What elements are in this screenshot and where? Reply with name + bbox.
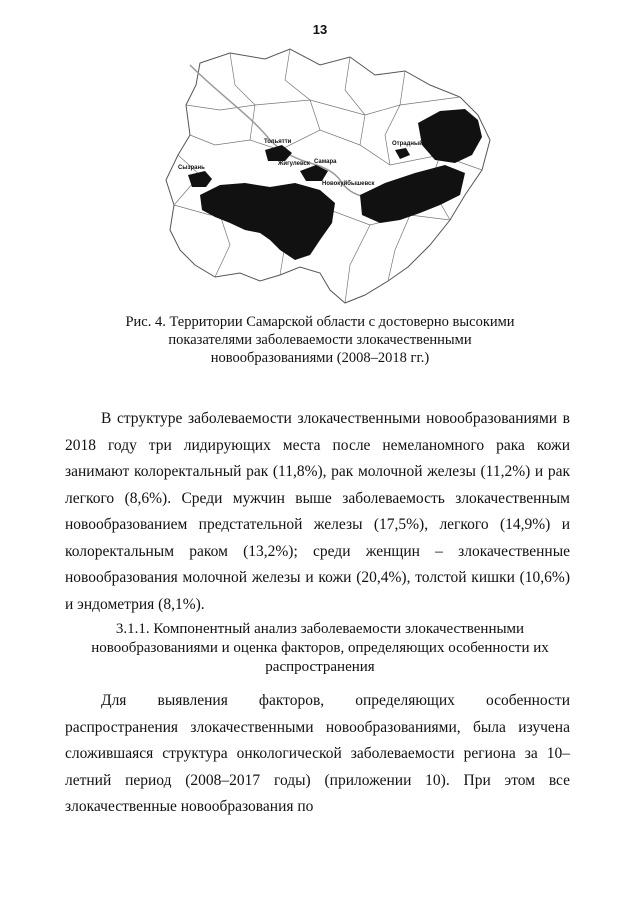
- map-label-otradny: Отрадный: [392, 141, 423, 147]
- page-number: 13: [312, 22, 328, 37]
- map-label-tolyatti: Тольятти: [264, 139, 292, 145]
- map-label-samara: Самара: [314, 159, 337, 165]
- samara-region-map: [160, 45, 500, 307]
- body-paragraph-2: Для выявления факторов, определяющих особенности распространения злокачественными новообразованиями, была изучена сложившаяся структура онкологической заболеваемости региона за 10–летний период (2008–2017 годы) (приложении 10). При этом все злокачественные новообразования по: [65, 692, 570, 815]
- body-paragraph-1: В структуре заболеваемости злокачественными новообразованиями в 2018 году три лидирующих места после немеланомного рака кожи занимают колоректальный рак (11,8%), рак молочной железы (11,2%) и рак легкого (8,6%). Среди мужчин выше заболеваемость злокачественным новообразованием предстательной железы (17,5%), легкого (14,9%) и колоректальным раком (13,2%); среди женщин – злокачественные новообразования молочной железы и кожи (20,4%), толстой кишки (10,6%) и эндометрия (8,1%).: [65, 410, 570, 613]
- section-heading: 3.1.1. Компонентный анализ заболеваемости злокачественными новообразованиями и оценка факторов, определяющих особенности их распространения: [91, 621, 549, 675]
- map-label-zhigulevsk: Жигулевск: [278, 161, 310, 167]
- map-label-novokuibyshevsk: Новокуйбышевск: [322, 181, 375, 187]
- map-label-syzran: Сызрань: [178, 165, 205, 171]
- figure-caption: Рис. 4. Территории Самарской области с достоверно высокими показателями заболеваемости злокачественными новообразованиями (2008–2018 гг.): [125, 314, 515, 366]
